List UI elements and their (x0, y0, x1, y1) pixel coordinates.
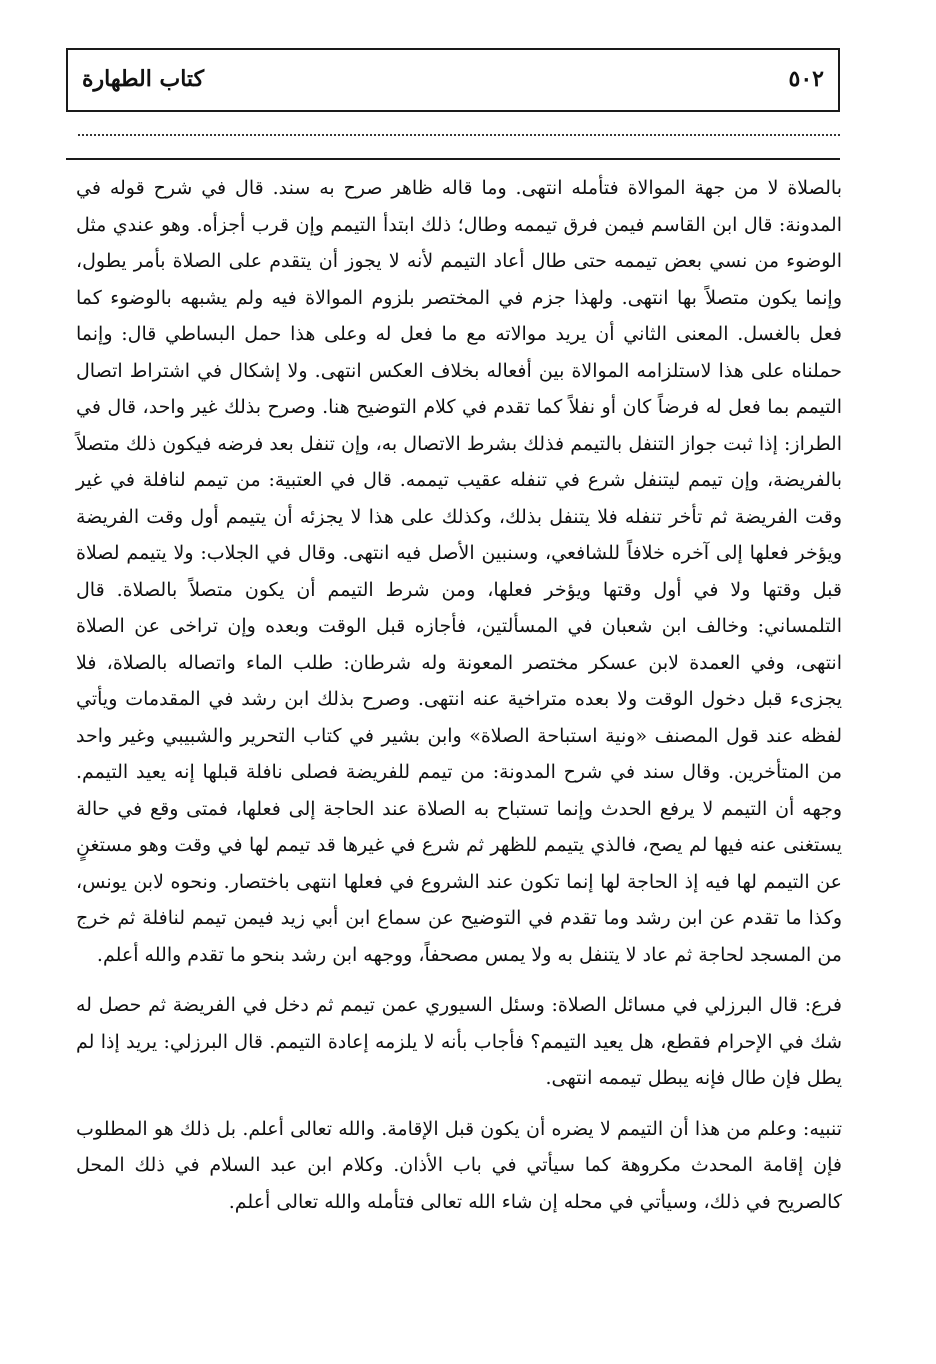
page-number: ٥٠٢ (788, 66, 824, 92)
paragraph-far: فرع: قال البرزلي في مسائل الصلاة: وسئل السيوري عمن تيمم ثم دخل في الفريضة ثم حصل له شك في الإحرام فقطع، هل يعيد التيمم؟ فأجاب بأنه لا يلزمه إعادة التيمم. قال البرزلي: يريد إذا لم يطل فإن طال فإنه يبطل تيممه انتهى. (76, 994, 842, 1089)
dotted-separator (78, 134, 840, 136)
running-header (66, 48, 840, 112)
paragraph-tanbih: تنبيه: وعلم من هذا أن التيمم لا يضره أن يكون قبل الإقامة. والله تعالى أعلم. بل ذلك هو المطلوب فإن إقامة المحدث مكروهة كما سيأتي في باب الأذان. وكلام ابن عبد السلام في ذلك المحل كالصريح في ذلك، وسيأتي في محله إن شاء الله تعالى فتأمله والله تعالى أعلم. (76, 1117, 842, 1213)
solid-separator (66, 158, 840, 160)
body-text (76, 170, 842, 1220)
chapter-title: كتاب الطهارة (82, 66, 205, 92)
paragraph-main: بالصلاة لا من جهة الموالاة فتأمله انتهى. وما قاله ظاهر صرح به سند. قال في شرح قوله في المدونة: قال ابن القاسم فيمن فرق تيممه وطال؛ ذلك ابتدأ التيمم وإن قرب أجزأه. وهو عندي مثل الوضوء من نسي بعض تيممه حتى طال أعاد التيمم لأنه لا يجوز أن يتقدم على الصلاة بأمر يطول، وإنما يكون متصلاً بها انتهى. ولهذا جزم في المختصر بلزوم الموالاة فيه ولم يشبهه بالوضوء كما فعل بالغسل. المعنى الثاني أن يريد موالاته مع ما فعل له وعلى هذا حمل البساطي قال: وإنما حملناه على هذا لاستلزامه الموالاة بين أفعاله بخلاف العكس انتهى. ولا إشكال في اشتراط اتصال التيمم بما فعل له فرضاً كان أو نفلاً كما تقدم في كلام التوضيح هنا. وصرح بذلك غير واحد، قال في الطراز: إذا ثبت جواز التنفل بالتيمم فذلك بشرط الاتصال به، وإن تنفل بعد فرضه فيكون ذلك متصلاً بالفريضة، وإن تيمم ليتنفل شرع في تنفله عقيب تيممه. قال في العتبية: من تيمم لنافلة في غير وقت الفريضة ثم تأخر تنفله فلا يتنفل بذلك، وكذلك على هذا لا يجزئه أن يتيمم أول وقت الفريضة ويؤخر فعلها إلى آخره خلافاً للشافعي، وسنبين الأصل فيه انتهى. وقال في الجلاب: ولا يتيمم لصلاة قبل وقتها ولا في أول وقتها ويؤخر فعلها، ومن شرط التيمم أن يكون متصلاً بالصلاة. قال التلمساني: وخالف ابن شعبان في المسألتين، فأجازه قبل الوقت وبعده وإن تراخى عن الصلاة انتهى، وفي العمدة لابن عسكر مختصر المعونة وله شرطان: طلب الماء واتصاله بالصلاة، فلا يجزىء قبل دخول الوقت ولا بعده متراخية عنه انتهى. وصرح بذلك ابن رشد في المقدمات ويأتي لفظه عند قول المصنف «ونية استباحة الصلاة» وابن بشير في كتاب التحرير والشبيبي وغير واحد من المتأخرين. وقال سند في شرح المدونة: من تيمم للفريضة فصلى نافلة قبلها إنه يعيد التيمم. وجهه أن التيمم لا يرفع الحدث وإنما تستباح به الصلاة عند الحاجة إلى فعلها، فمتى وقع في حالة يستغنى عنه فيها لم يصح، فالذي يتيمم للظهر ثم شرع في غيرها قد تيمم لها في وقت وهو مستغنٍ عن التيمم لها فيه إذ الحاجة لها إنما تكون عند الشروع في فعلها انتهى باختصار. ونحوه لابن يونس، وكذا ما تقدم عن ابن رشد وما تقدم في التوضيح عن سماع ابن أبي زيد فيمن تيمم لنافلة ثم خرج من المسجد لحاجة ثم عاد لا يتنفل به ولا يمس مصحفاً، ووجهه ابن رشد بنحو ما تقدم والله أعلم. (76, 177, 842, 966)
